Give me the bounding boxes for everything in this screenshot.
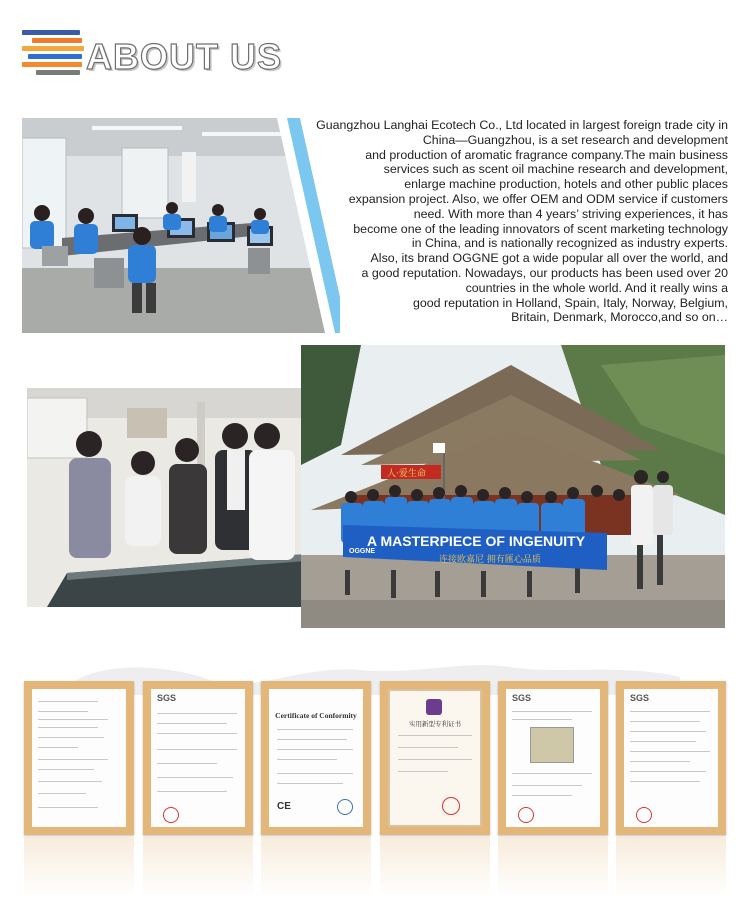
- description-line: become one of the leading innovators of scent marketing technology: [353, 221, 728, 236]
- sgs-logo: SGS: [157, 693, 177, 703]
- certificate-sgs-1: [143, 681, 253, 835]
- description-line: need. With more than 4 years’ striving experiences, it has: [413, 206, 728, 221]
- meeting-photo: [27, 388, 318, 607]
- description-line: in China, and is nationally recognized as industry experts.: [411, 236, 728, 251]
- header-logo-stripes: [22, 30, 84, 78]
- banner-brand: OGGNE: [349, 548, 376, 555]
- red-seal-icon: [163, 807, 179, 823]
- description-line: Britain, Denmark, Morocco,and so on…: [511, 310, 728, 325]
- description-line: Guangzhou Langhai Ecotech Co., Ltd located in largest foreign trade city in: [316, 118, 728, 132]
- ce-mark: CE: [277, 801, 291, 812]
- page-title: ABOUT US: [86, 36, 282, 77]
- description-line: Also, its brand OGGNE got a wide popular all over the world, and: [370, 251, 728, 266]
- description-line: good reputation in Holland, Spain, Italy, Norway, Belgium,: [413, 295, 728, 310]
- sgs-logo: SGS: [630, 693, 650, 703]
- red-seal-icon: [442, 797, 460, 815]
- red-seal-icon: [636, 807, 652, 823]
- conformity-title: Certificate of Conformity: [275, 711, 357, 720]
- red-seal-icon: [518, 807, 534, 823]
- description-line: services such as scent oil machine research and development,: [383, 162, 728, 177]
- office-photo: [22, 118, 340, 333]
- description-line: enlarge machine production, hotels and other public places: [404, 177, 728, 192]
- patent-title: 实用新型专利证书: [409, 720, 461, 728]
- team-group-photo: [301, 345, 725, 628]
- description-line: countries in the whole world. And it really wins a: [465, 280, 728, 295]
- patent-emblem-icon: [426, 699, 442, 715]
- sgs-logo: SGS: [512, 693, 532, 703]
- certificate-conformity: [261, 681, 371, 835]
- description-line: and production of aromatic fragrance company.The main business: [365, 147, 728, 162]
- description-line: China—Guangzhou, is a set research and development: [422, 132, 728, 147]
- banner-chinese-slogan: 连接欧嘉尼 拥有匯心品质: [439, 555, 541, 565]
- description-line: expansion project. Also, we offer OEM and ODM service if customers: [348, 191, 728, 206]
- certificate-sgs-2: [498, 681, 608, 835]
- blue-seal-icon: [337, 799, 353, 815]
- description-line: a good reputation. Nowadays, our products has been used over 20: [361, 265, 728, 280]
- company-description: [300, 118, 728, 325]
- product-photo: [530, 727, 574, 763]
- banner-headline: A MASTERPIECE OF INGENUITY: [367, 533, 586, 549]
- sign-text: 人·爱生命: [387, 469, 426, 479]
- certificate-sgs-3: [616, 681, 726, 835]
- certificate-patent: [380, 681, 490, 835]
- certificate-1: [24, 681, 134, 835]
